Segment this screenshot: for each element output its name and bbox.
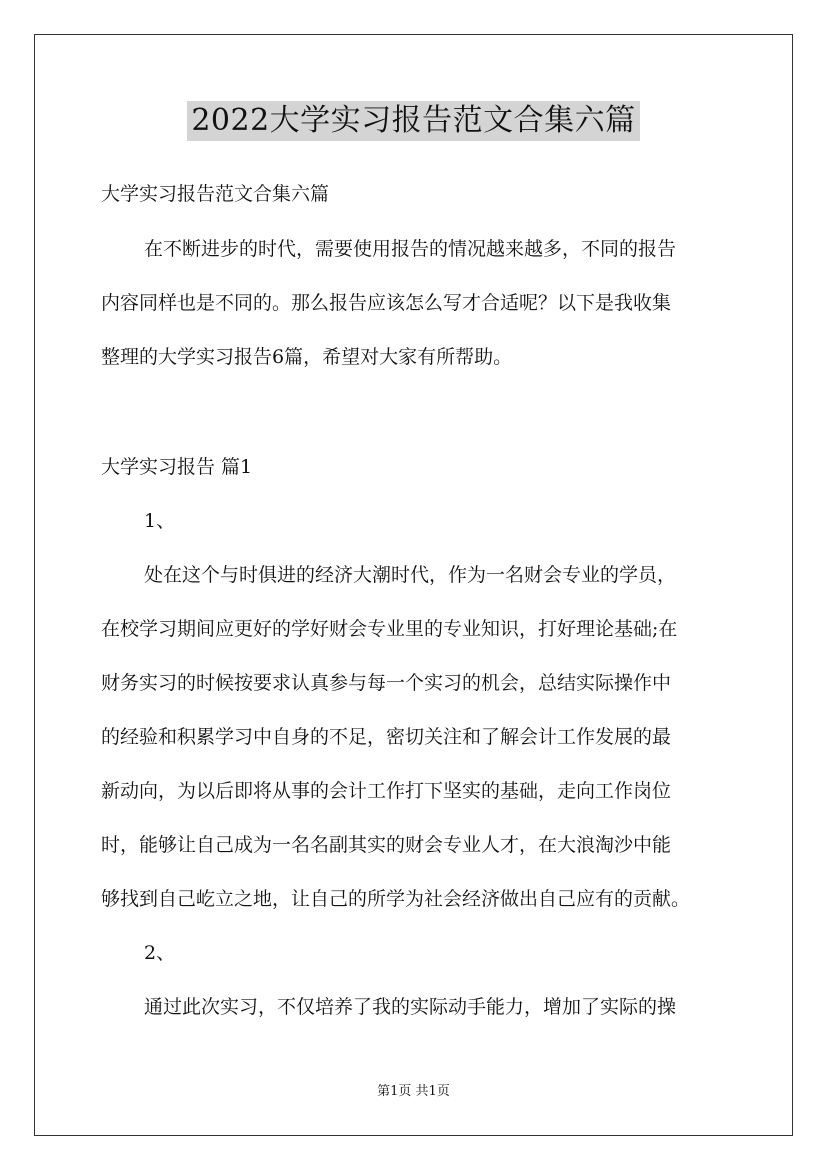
item-1-line-4: 的经验和积累学习中自身的不足，密切关注和了解会计工作发展的最 [101, 726, 672, 748]
item-1-line-2: 在校学习期间应更好的学好财会专业里的专业知识，打好理论基础;在 [101, 618, 678, 640]
document-subtitle: 大学实习报告范文合集六篇 [101, 183, 330, 205]
item-1-line-1: 处在这个与时俱进的经济大潮时代，作为一名财会专业的学员， [144, 564, 677, 586]
item-1-label: 1、 [144, 510, 176, 532]
intro-line-2: 内容同样也是不同的。那么报告应该怎么写才合适呢？以下是我收集 [101, 292, 672, 314]
page-indicator: 第1页 共1页 [377, 1084, 450, 1099]
item-1-line-5: 新动向，为以后即将从事的会计工作打下坚实的基础，走向工作岗位 [101, 780, 672, 802]
item-1-line-7: 够找到自己屹立之地，让自己的所学为社会经济做出自己应有的贡献。 [101, 888, 691, 910]
item-2-line-1: 通过此次实习，不仅培养了我的实际动手能力，增加了实际的操 [144, 996, 677, 1018]
item-1-line-3: 财务实习的时候按要求认真参与每一个实习的机会，总结实际操作中 [101, 672, 672, 694]
item-1-line-6: 时，能够让自己成为一名名副其实的财会专业人才，在大浪淘沙中能 [101, 834, 672, 856]
document-title: 2022大学实习报告范文合集六篇 [187, 101, 639, 141]
title-container [0, 101, 827, 141]
item-2-label: 2、 [144, 942, 176, 964]
intro-line-3: 整理的大学实习报告6篇，希望对大家有所帮助。 [101, 346, 513, 368]
intro-line-1: 在不断进步的时代，需要使用报告的情况越来越多，不同的报告 [144, 238, 677, 260]
section-heading: 大学实习报告 篇1 [101, 456, 253, 478]
